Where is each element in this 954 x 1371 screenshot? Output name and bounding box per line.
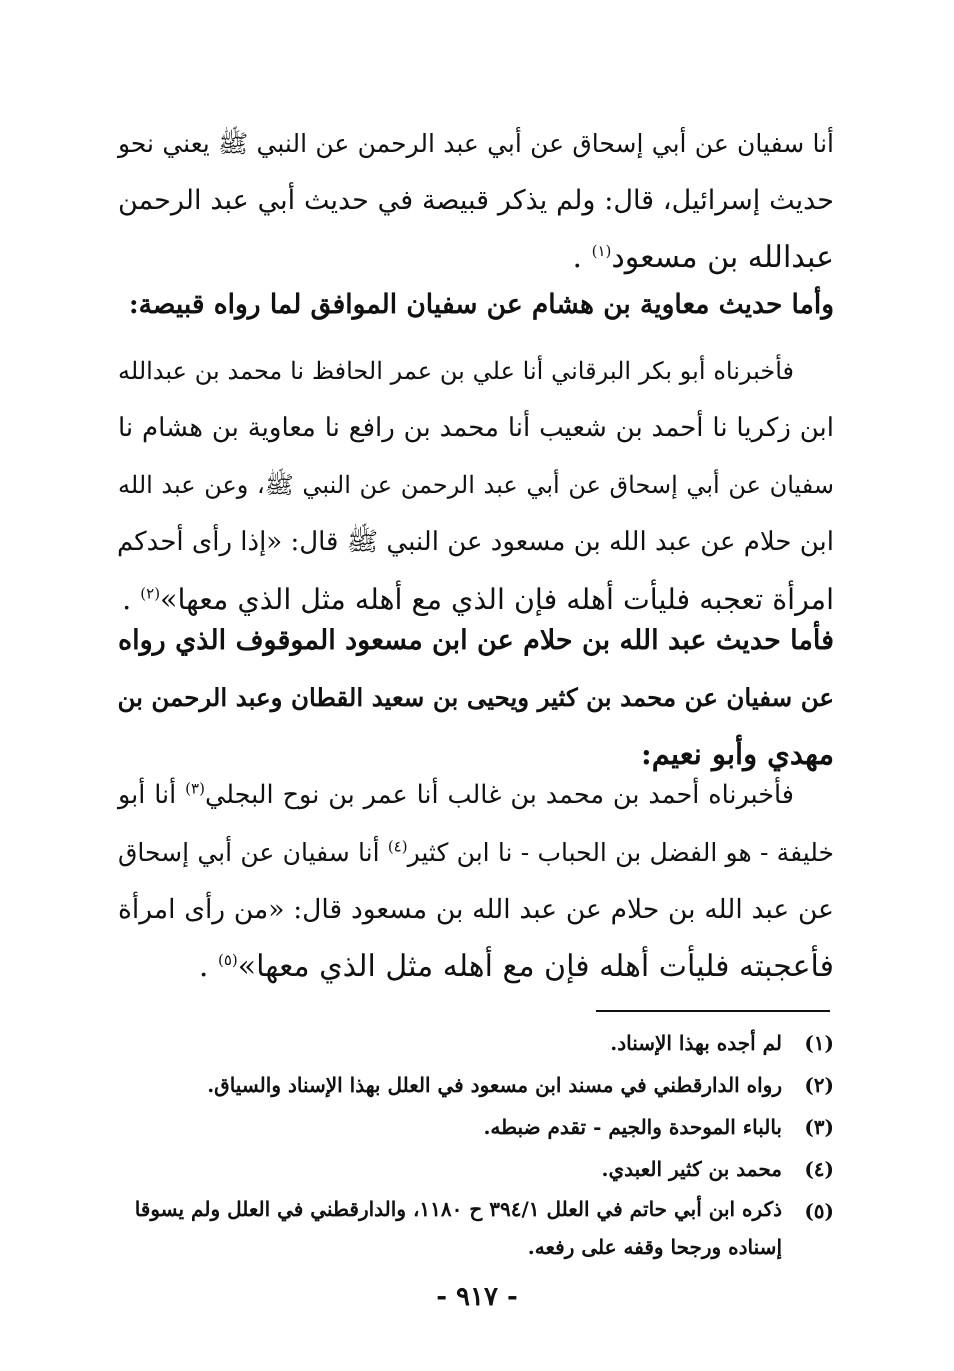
footnote-text: ذكره ابن أبي حاتم في العلل ٣٩٤/١ ح ١١٨٠، والدارقطني في العلل ولم يسوقا bbox=[134, 1197, 782, 1221]
heading-line: وأما حديث معاوية بن هشام عن سفيان الموافق لما رواه قبيصة: bbox=[128, 289, 834, 320]
footnote-number: (١) bbox=[804, 1031, 834, 1055]
text-line bbox=[118, 824, 834, 881]
text-segment: فأخبرناه أحمد بن محمد بن غالب أنا عمر بن نوح البجلي bbox=[204, 780, 794, 810]
sentence-end: . bbox=[122, 583, 141, 616]
section-heading-2 bbox=[118, 612, 834, 783]
footnote-ref-1: (١) bbox=[591, 242, 612, 260]
text-line: ابن حلام عن عبد الله بن مسعود عن النبي ﷺ قال: «إذا رأى أحدكم bbox=[117, 527, 834, 557]
text-line bbox=[118, 938, 834, 995]
text-line: أنا سفيان عن أبي إسحاق عن أبي عبد الرحمن عن النبي ﷺ يعني نحو bbox=[118, 129, 834, 158]
footnote-number: (٣) bbox=[804, 1115, 834, 1139]
footnote-number: (٢) bbox=[804, 1073, 834, 1097]
text-line: عن عبد الله بن حلام عن عبد الله بن مسعود قال: «من رأى امرأة bbox=[118, 894, 834, 925]
footnote-ref-2: (٢) bbox=[140, 584, 161, 603]
text-line: حديث إسرائيل، قال: ولم يذكر قبيصة في حديث أبي عبد الرحمن bbox=[118, 185, 834, 216]
sentence-end: . bbox=[198, 949, 218, 984]
text-segment: أنا أبو bbox=[118, 780, 186, 810]
footnote-text: رواه الدارقطني في مسند ابن مسعود في العلل بهذا الإسناد والسياق. bbox=[207, 1073, 782, 1097]
text-line bbox=[118, 767, 834, 824]
footnote-divider bbox=[596, 1010, 830, 1012]
footnote-item bbox=[118, 1064, 834, 1106]
footnote-ref-5: (٥) bbox=[217, 951, 238, 969]
heading-line: مهدي وأبو نعيم: bbox=[641, 737, 834, 771]
footnote-text-block bbox=[118, 1190, 782, 1266]
footnote-item bbox=[118, 1106, 834, 1148]
footnote-text: بالباء الموحدة والجيم - تقدم ضبطه. bbox=[483, 1115, 782, 1139]
text-line: فأخبرناه أبو بكر البرقاني أنا علي بن عمر الحافظ نا محمد بن عبدالله bbox=[118, 357, 794, 385]
sentence-end: . bbox=[572, 240, 592, 275]
footnote-item bbox=[118, 1148, 834, 1190]
footnote-text-continued: إسناده ورجحا وقفه على رفعه. bbox=[527, 1235, 782, 1259]
text-line: ابن زكريا نا أحمد بن شعيب أنا محمد بن رافع نا معاوية بن هشام نا bbox=[118, 413, 834, 443]
footnotes bbox=[118, 1022, 834, 1266]
text-segment: فأعجبته فليأت أهله فإن مع أهله مثل الذي معها» bbox=[237, 949, 834, 984]
footnote-ref-4: (٤) bbox=[387, 837, 408, 856]
footnote-item bbox=[118, 1190, 834, 1266]
paragraph-1 bbox=[118, 115, 834, 286]
footnote-text: لم أجده بهذا الإسناد. bbox=[610, 1031, 782, 1055]
paragraph-3 bbox=[118, 767, 834, 995]
text-segment: عبدالله بن مسعود bbox=[611, 240, 834, 275]
footnote-number: (٤) bbox=[804, 1157, 834, 1181]
footnote-number: (٥) bbox=[804, 1199, 834, 1223]
heading-line: عن سفيان عن محمد بن كثير ويحيى بن سعيد القطان وعبد الرحمن بن bbox=[117, 683, 834, 712]
footnote-ref-3: (٣) bbox=[185, 779, 205, 798]
text-segment: أنا سفيان عن أبي إسحاق bbox=[118, 838, 388, 867]
text-line: سفيان عن أبي إسحاق عن أبي عبد الرحمن عن النبي ﷺ، وعن عبد الله bbox=[118, 471, 834, 499]
footnote-text: محمد بن كثير العبدي. bbox=[601, 1157, 782, 1181]
footnote-item bbox=[118, 1022, 834, 1064]
heading-line: فأما حديث عبد الله بن حلام عن ابن مسعود الموقوف الذي رواه bbox=[118, 625, 834, 656]
text-segment: خليفة - هو الفضل بن الحباب - نا ابن كثير bbox=[407, 838, 834, 867]
page-number: - ٩١٧ - bbox=[436, 1282, 518, 1312]
text-segment: امرأة تعجبه فليأت أهله فإن الذي مع أهله مثل الذي معها» bbox=[160, 583, 834, 616]
section-heading-1 bbox=[118, 276, 834, 333]
paragraph-2 bbox=[118, 343, 834, 628]
